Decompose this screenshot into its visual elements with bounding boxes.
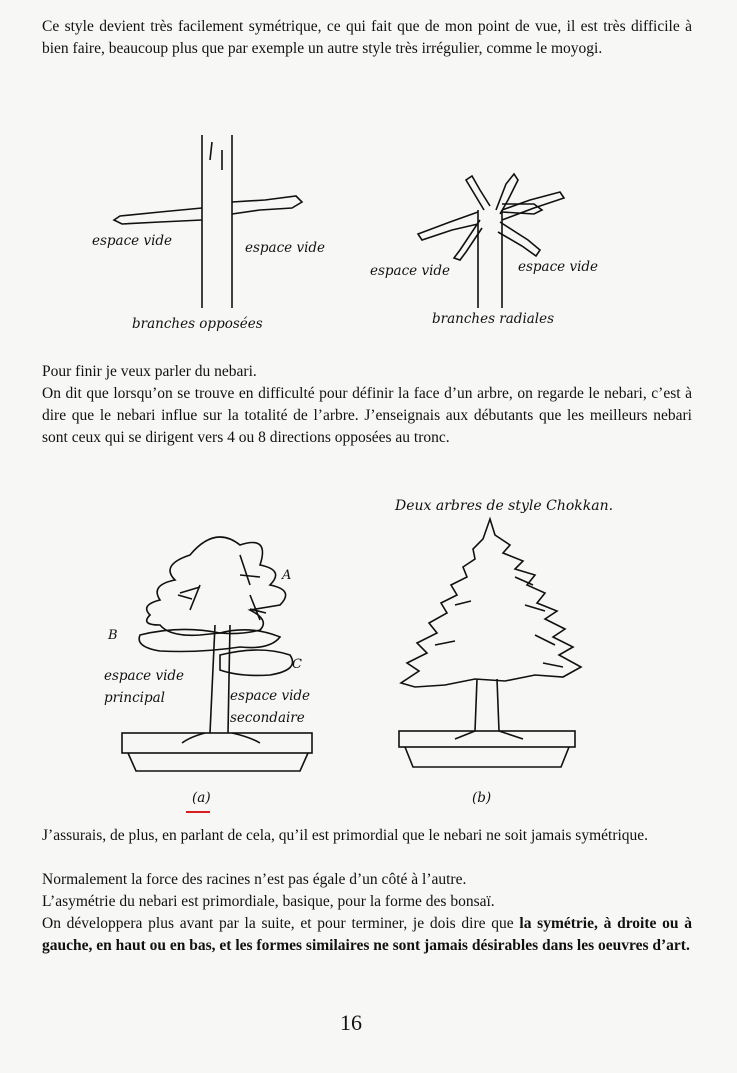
opposite-branches-caption: branches opposées bbox=[132, 316, 263, 332]
page-number: 16 bbox=[340, 1010, 362, 1035]
main-space-label-1: espace vide bbox=[104, 668, 185, 684]
tree-a-mark-c: C bbox=[292, 657, 302, 672]
intro-paragraph: Ce style devient très facilement symétrique, ce qui fait que de mon point de vue, il est très difficile à bien faire, beaucoup plus que par exemple un autre style très irrégulier, comme le moyogi. bbox=[42, 18, 692, 57]
nebari-intro-line: Pour finir je veux parler du nebari. bbox=[42, 363, 257, 380]
radial-branches-diagram bbox=[410, 160, 610, 310]
closing-paragraph-4-plain: On développera plus avant par la suite, et pour terminer, je dois dire que bbox=[42, 915, 520, 932]
closing-paragraph-4-bold: la symétrie, à droite ou à gauche, en haut ou en bas, et les formes similaires ne sont jamais désirables dans les oeuvres d’art. bbox=[42, 915, 692, 954]
main-space-label-2: principal bbox=[104, 690, 165, 706]
tree-a-caption: (a) bbox=[192, 790, 211, 806]
tree-b-caption: (b) bbox=[472, 790, 492, 806]
closing-paragraph-2: Normalement la force des racines n’est pas égale d’un côté à l’autre. bbox=[42, 871, 467, 888]
closing-paragraph-3: L’asymétrie du nebari est primordiale, basique, pour la forme des bonsaï. bbox=[42, 893, 495, 910]
tree-a-mark-b: B bbox=[108, 628, 118, 643]
radial-right-space-label: espace vide bbox=[518, 259, 599, 275]
closing-paragraph-4 bbox=[42, 913, 692, 957]
tree-a-red-underline bbox=[186, 811, 210, 813]
radial-branches-caption: branches radiales bbox=[432, 311, 555, 327]
closing-paragraph-1: J’assurais, de plus, en parlant de cela, qu’il est primordial que le nebari ne soit jamais symétrique. bbox=[42, 827, 649, 844]
secondary-space-label-2: secondaire bbox=[230, 710, 305, 726]
chokkan-figure-title: Deux arbres de style Chokkan. bbox=[395, 498, 614, 514]
opposite-left-space-label: espace vide bbox=[92, 233, 173, 249]
chokkan-tree-b-drawing bbox=[395, 515, 585, 775]
radial-left-space-label: espace vide bbox=[370, 263, 451, 279]
tree-a-mark-a: A bbox=[282, 568, 292, 583]
nebari-paragraph: On dit que lorsqu’on se trouve en difficulté pour définir la face d’un arbre, on regarde le nebari, c’est à dire que le nebari influe sur la totalité de l’arbre. J’enseignais aux débutants que les meilleurs nebari sont ceux qui se dirigent vers 4 ou 8 directions opposées au tronc. bbox=[42, 385, 692, 446]
opposite-right-space-label: espace vide bbox=[245, 240, 326, 256]
opposite-branches-diagram bbox=[100, 130, 310, 310]
secondary-space-label-1: espace vide bbox=[230, 688, 311, 704]
chokkan-tree-a-drawing bbox=[120, 525, 320, 775]
